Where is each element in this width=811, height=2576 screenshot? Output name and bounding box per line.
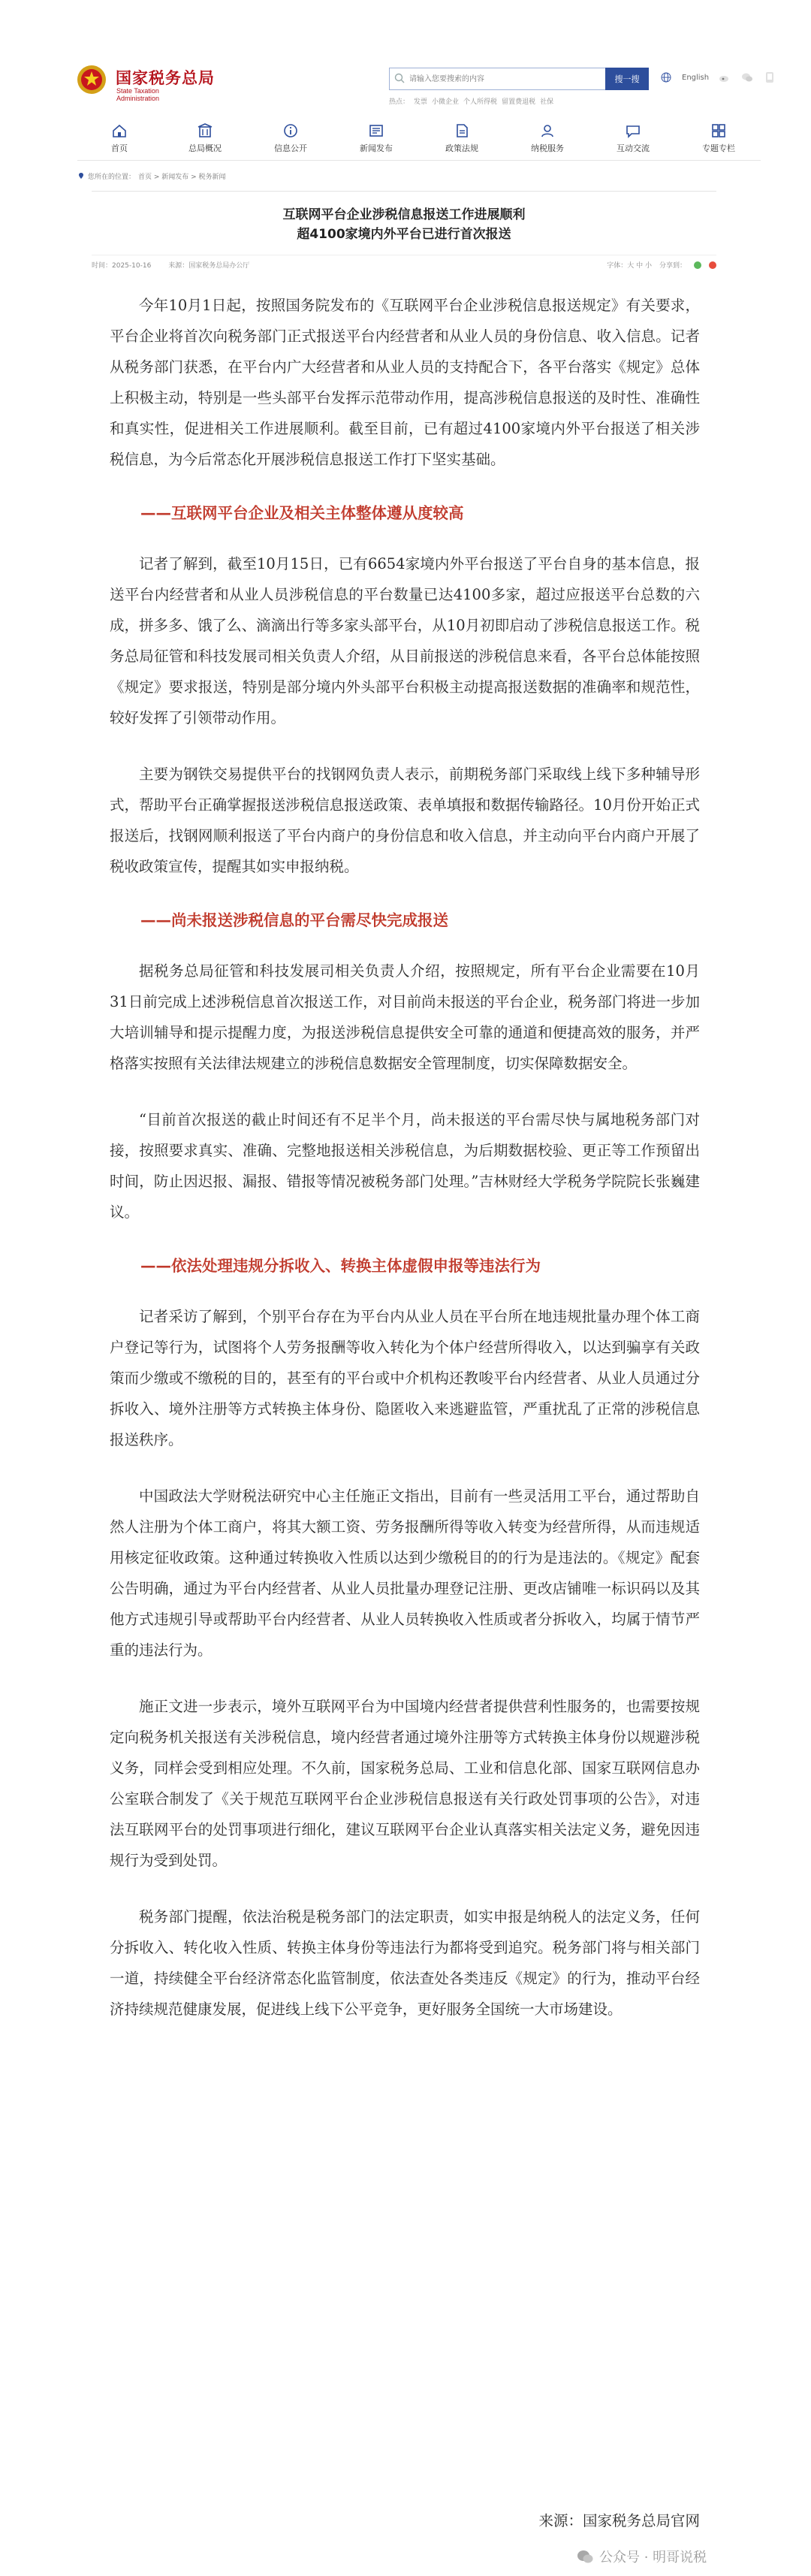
- hot-label: 热点：: [389, 98, 410, 106]
- search-button[interactable]: 搜一搜: [605, 68, 649, 90]
- nav-item-policy[interactable]: 政策法规: [426, 116, 498, 160]
- breadcrumb-prefix: 您所在的位置：: [88, 173, 136, 181]
- home-icon: [111, 122, 128, 139]
- share-label: 分享到：: [659, 262, 686, 270]
- section-heading: ——依法处理违规分拆收入、转换主体虚假申报等违法行为: [140, 1257, 541, 1275]
- paragraph: 记者采访了解到，个别平台存在为平台内从业人员在平台所在地违规批量办理个体工商户登记等行为，试图将个人劳务报酬等收入转化为个体户经营所得收入，以达到骗享有关政策而少缴或不缴税的目的，甚至有的平台或中介机构还教唆平台内经营者、从业人员通过分拆收入、境外注册等方式转换主体身份、隐匿收入来逃避监管，严重扰乱了正常的涉税信息报送秩序。: [110, 1308, 700, 1448]
- hot-link-invoice[interactable]: 发票: [414, 98, 428, 106]
- article-meta: [92, 255, 716, 270]
- nav-item-topics[interactable]: 专题专栏: [683, 116, 755, 160]
- hot-link-income-tax[interactable]: 个人所得税: [463, 98, 498, 106]
- nav-item-home[interactable]: 首页: [83, 116, 155, 160]
- font-size-control[interactable]: 字体：大 中 小: [607, 262, 652, 270]
- nav-item-news[interactable]: 新闻发布: [340, 116, 412, 160]
- national-emblem-icon[interactable]: [77, 65, 107, 95]
- site-name-cn[interactable]: 国家税务总局: [116, 69, 215, 87]
- news-icon: [368, 122, 384, 139]
- paragraph: 施正文进一步表示，境外互联网平台为中国境内经营者提供营利性服务的，也需要按规定向税务机关报送有关涉税信息，境内经营者通过境外注册等方式转换主体身份以规避涉税义务，同样会受到相应处理。不久前，国家税务总局、工业和信息化部、国家互联网信息办公室联合制发了《关于规范互联网平台企业涉税信息报送有关行政处罚事项的公告》，对违法互联网平台的处罚事项进行细化，建议互联网平台企业认真落实相关法定义务，避免因违规行为受到处罚。: [110, 1698, 700, 1869]
- nav-item-info-disclosure[interactable]: 信息公开: [255, 116, 327, 160]
- article-body: [110, 290, 700, 2050]
- search-box: [389, 68, 607, 90]
- nav-item-interaction[interactable]: 互动交流: [597, 116, 669, 160]
- paragraph: 记者了解到，截至10月15日，已有6654家境内外平台报送了平台自身的基本信息，报送平台内经营者和从业人员涉税信息的平台数量已达4100多家，超过应报送平台总数的六成，拼多多、饿了么、滴滴出行等多家头部平台，从10月初即启动了涉税信息报送工作。税务总局征管和科技发展司相关负责人介绍，从目前报送的涉税信息来看，各平台总体能按照《规定》要求报送，特别是部分境内外头部平台积极主动提高报送数据的准确率和规范性，较好发挥了引领带动作用。: [110, 555, 700, 726]
- breadcrumb: [77, 168, 738, 183]
- weibo-icon[interactable]: [718, 71, 731, 84]
- article-title: 互联网平台企业涉税信息报送工作进展顺利 超4100家境内外平台已进行首次报送: [282, 207, 526, 242]
- section-heading: ——尚未报送涉税信息的平台需尽快完成报送: [140, 911, 448, 929]
- paragraph: 中国政法大学财税法研究中心主任施正文指出，目前有一些灵活用工平台，通过帮助自然人注册为个体工商户，将其大额工资、劳务报酬所得等收入转变为经营所得，从而违规适用核定征收政策。这种通过转换收入性质以达到少缴税目的的行为是违法的。《规定》配套公告明确，通过为平台内经营者、从业人员批量办理登记注册、更改店铺唯一标识码以及其他方式违规引导或帮助平台内经营者、从业人员转换收入性质或者分拆收入，均属于情节严重的违法行为。: [110, 1487, 700, 1659]
- globe-icon[interactable]: [659, 71, 673, 84]
- section-heading: ——互联网平台企业及相关主体整体遵从度较高: [140, 504, 464, 522]
- location-icon: [77, 172, 85, 180]
- share-weibo-icon[interactable]: [709, 261, 716, 269]
- utility-icons: [659, 71, 776, 84]
- wechat-icon[interactable]: [740, 71, 754, 84]
- wechat-watermark: 公众号 · 明哥说税: [577, 2547, 707, 2566]
- publish-date: 时间：2025-10-16: [92, 262, 152, 270]
- law-icon: [454, 122, 470, 139]
- site-name-en: State Taxation Administration: [116, 87, 160, 102]
- share-wechat-icon[interactable]: [694, 261, 701, 269]
- main-nav: [77, 116, 761, 161]
- site-header: [30, 38, 781, 110]
- info-icon: [282, 122, 299, 139]
- paragraph: 今年10月1日起，按照国务院发布的《互联网平台企业涉税信息报送规定》有关要求，平台企业将首次向税务部门正式报送平台内经营者和从业人员的身份信息、收入信息。记者从税务部门获悉，在平台内广大经营者和从业人员的支持配合下，各平台落实《规定》总体上积极主动，特别是一些头部平台发挥示范带动作用，提高涉税信息报送的及时性、准确性和真实性，促进相关工作进展顺利。截至目前，已有超过4100家境内外平台报送了相关涉税信息，为今后常态化开展涉税信息报送工作打下坚实基础。: [110, 297, 700, 468]
- paragraph: “目前首次报送的截止时间还有不足半个月，尚未报送的平台需尽快与属地税务部门对接，按照要求真实、准确、完整地报送相关涉税信息，为后期数据校验、更正等工作预留出时间，防止因迟报、漏报、错报等情况被税务部门处理。”吉林财经大学税务学院院长张巍建议。: [110, 1111, 700, 1221]
- paragraph: 税务部门提醒，依法治税是税务部门的法定职责，如实申报是纳税人的法定义务，任何分拆收入、转化收入性质、转换主体身份等违法行为都将受到追究。税务部门将与相关部门一道，持续健全平台经济常态化监管制度，依法查处各类违反《规定》的行为，推动平台经济持续规范健康发展，促进线上线下公平竞争，更好服务全国统一大市场建设。: [110, 1908, 700, 2018]
- hot-links: [389, 96, 553, 106]
- topic-icon: [710, 122, 727, 139]
- search-input[interactable]: [408, 68, 591, 89]
- paragraph: 主要为钢铁交易提供平台的找钢网负责人表示，前期税务部门采取线上线下多种辅导形式，帮助平台正确掌握报送涉税信息报送政策、表单填报和数据传输路径。10月份开始正式报送后，找钢网顺利报送了平台内商户的身份信息和收入信息，并主动向平台内商户开展了税收政策宣传，提醒其如实申报纳税。: [110, 766, 700, 875]
- building-icon: [197, 122, 213, 139]
- article-header: [92, 191, 716, 274]
- service-icon: [539, 122, 556, 139]
- breadcrumb-path[interactable]: 首页 > 新闻发布 > 税务新闻: [138, 173, 226, 181]
- publish-source: 来源：国家税务总局办公厅: [168, 262, 250, 270]
- nav-item-overview[interactable]: 总局概况: [169, 116, 241, 160]
- language-link[interactable]: English: [682, 73, 710, 82]
- paragraph: 据税务总局征管和科技发展司相关负责人介绍，按照规定，所有平台企业需要在10月31日前完成上述涉税信息首次报送工作，对目前尚未报送的平台企业，税务部门将进一步加大培训辅导和提示提醒力度，为报送涉税信息提供安全可靠的通道和便捷高效的服务，并严格落实按照有关法律法规建立的涉税信息数据安全管理制度，切实保障数据安全。: [110, 962, 700, 1072]
- hot-link-social-security[interactable]: 社保: [540, 98, 554, 106]
- hot-link-small-business[interactable]: 小微企业: [432, 98, 460, 106]
- article-source-footer: 来源：国家税务总局官网: [538, 2512, 700, 2529]
- hot-link-refund[interactable]: 留置费退税: [502, 98, 536, 106]
- mobile-app-icon[interactable]: [763, 71, 776, 84]
- nav-item-taxpayer-service[interactable]: 纳税服务: [511, 116, 583, 160]
- chat-icon: [625, 122, 641, 139]
- wechat-account-icon: [577, 2549, 593, 2564]
- search-icon: [394, 73, 405, 83]
